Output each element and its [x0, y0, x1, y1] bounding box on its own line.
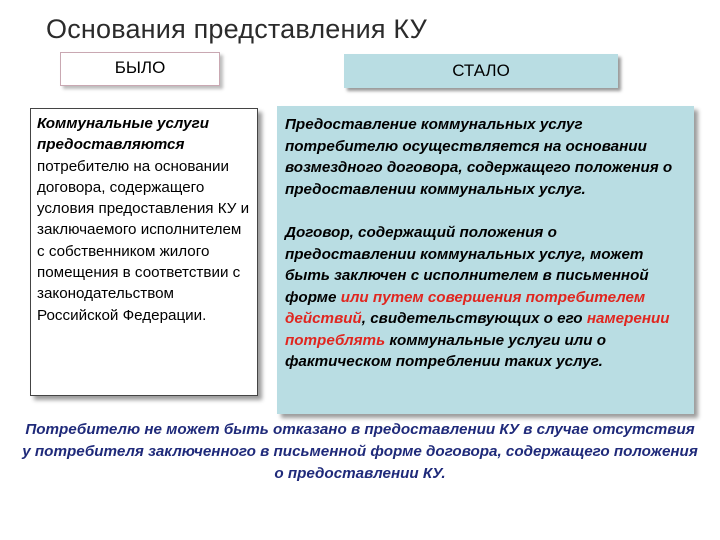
now-p2-red-1: или путем совершения потребителем действий [285, 288, 646, 327]
now-paragraph-1: Предоставление коммунальных услуг потребителю осуществляется на основании возмездного договора, содержащего положения о предоставлении коммунальных услуг. [285, 116, 673, 198]
now-p2-part3: коммунальные услуги или о фактическом потреблении таких услуг. [285, 331, 606, 370]
was-body-text: потребителю на основании договора, содержащего условия предоставления КУ и заключаемого исполнителем с собственником жилого помещения в соответствии с законодательством Российской Федерации. [37, 157, 250, 324]
now-p2-red-2: намерении потреблять [285, 310, 670, 349]
now-p2-part1: Договор, содержащий положения о предоставлении коммунальных услуг, может быть заключен с исполнителем в письменной форме [285, 224, 649, 306]
page-title: Основания представления КУ [46, 14, 427, 44]
header-now: СТАЛО [344, 54, 618, 88]
now-paragraph-2 [285, 222, 684, 373]
now-p2-part2: , свидетельствующих о его [361, 310, 587, 327]
footer-note: Потребителю не может быть отказано в предоставлении КУ в случае отсутствия у потребителя заключенного в письменной форме договора, содержащего положения о предоставлении КУ. [22, 421, 698, 482]
was-text-box [30, 108, 258, 396]
now-text-box [277, 106, 694, 414]
was-lead-text: Коммунальные услуги предоставляются [37, 115, 210, 154]
header-was: БЫЛО [60, 52, 220, 86]
